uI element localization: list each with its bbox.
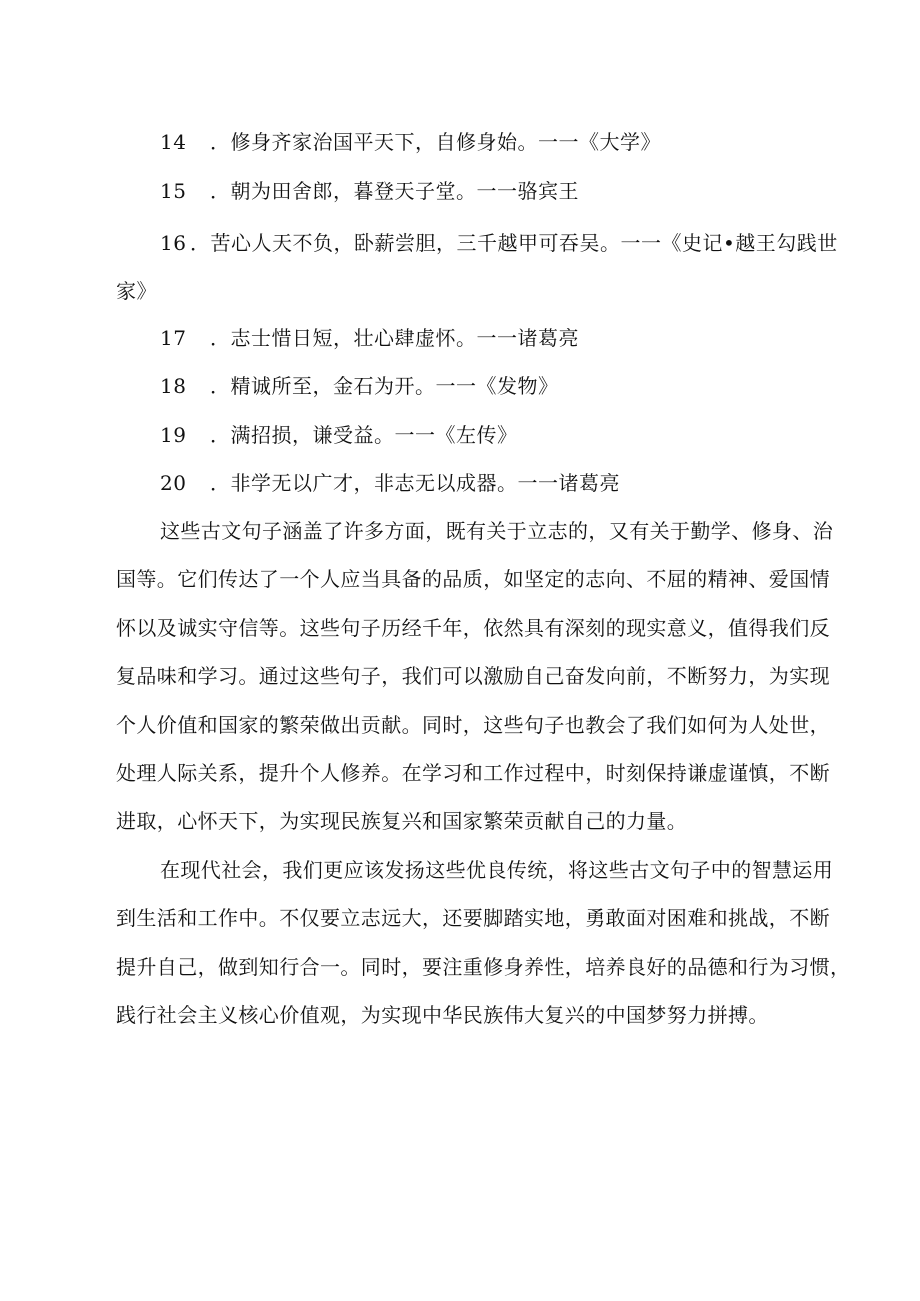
- paragraph-line: 这些古文句子涵盖了许多方面，既有关于立志的，又有关于勤学、修身、治: [160, 519, 834, 543]
- item-text: ．非学无以广才，非志无以成器。一一诸葛亮: [210, 471, 620, 495]
- item-text: ．志士惜日短，壮心肆虚怀。一一诸葛亮: [210, 326, 579, 350]
- item-number: 15: [160, 179, 187, 203]
- paragraph-line: 怀以及诚实守信等。这些句子历经千年，依然具有深刻的现实意义，值得我们反: [116, 616, 830, 640]
- item-text: ．精诚所至，金石为开。一一《发物》: [210, 374, 559, 398]
- list-item-16-continuation: [116, 277, 157, 305]
- paragraph-line: 到生活和工作中。不仅要立志远大，还要脚踏实地，勇敢面对困难和挑战，不断: [116, 906, 830, 930]
- item-number: 16: [160, 231, 187, 255]
- item-number: 19: [160, 423, 187, 447]
- item-text: ．苦心人天不负，卧薪尝胆，三千越甲可吞吴。一一《史记•越王勾践世: [190, 231, 838, 255]
- paragraph-line: 个人价值和国家的繁荣做出贡献。同时，这些句子也教会了我们如何为人处世，: [116, 713, 830, 737]
- item-number: 18: [160, 374, 187, 398]
- item-text: ．朝为田舍郎，暮登天子堂。一一骆宾王: [210, 179, 579, 203]
- item-text: ．修身齐家治国平天下，自修身始。一一《大学》: [210, 130, 661, 154]
- item-number: 20: [160, 471, 187, 495]
- paragraph-line: 复品味和学习。通过这些句子，我们可以激励自己奋发向前，不断努力，为实现: [116, 664, 830, 688]
- item-text-continuation: 家》: [116, 279, 157, 303]
- item-number: 14: [160, 130, 187, 154]
- paragraph-line: 进取，心怀天下，为实现民族复兴和国家繁荣贡献自己的力量。: [116, 809, 688, 833]
- item-number: 17: [160, 326, 187, 350]
- paragraph-line: 在现代社会，我们更应该发扬这些优良传统，将这些古文句子中的智慧运用: [160, 858, 834, 882]
- paragraph-line: 国等。它们传达了一个人应当具备的品质，如坚定的志向、不屈的精神、爱国情: [116, 567, 830, 591]
- item-text: ．满招损，谦受益。一一《左传》: [210, 423, 518, 447]
- paragraph-line: 践行社会主义核心价值观，为实现中华民族伟大复兴的中国梦努力拼搏。: [116, 1003, 769, 1027]
- paragraph-line: 处理人际关系，提升个人修养。在学习和工作过程中，时刻保持谦虚谨慎，不断: [116, 761, 830, 785]
- paragraph-line: 提升自己，做到知行合一。同时，要注重修身养性，培养良好的品德和行为习惯，: [116, 955, 851, 979]
